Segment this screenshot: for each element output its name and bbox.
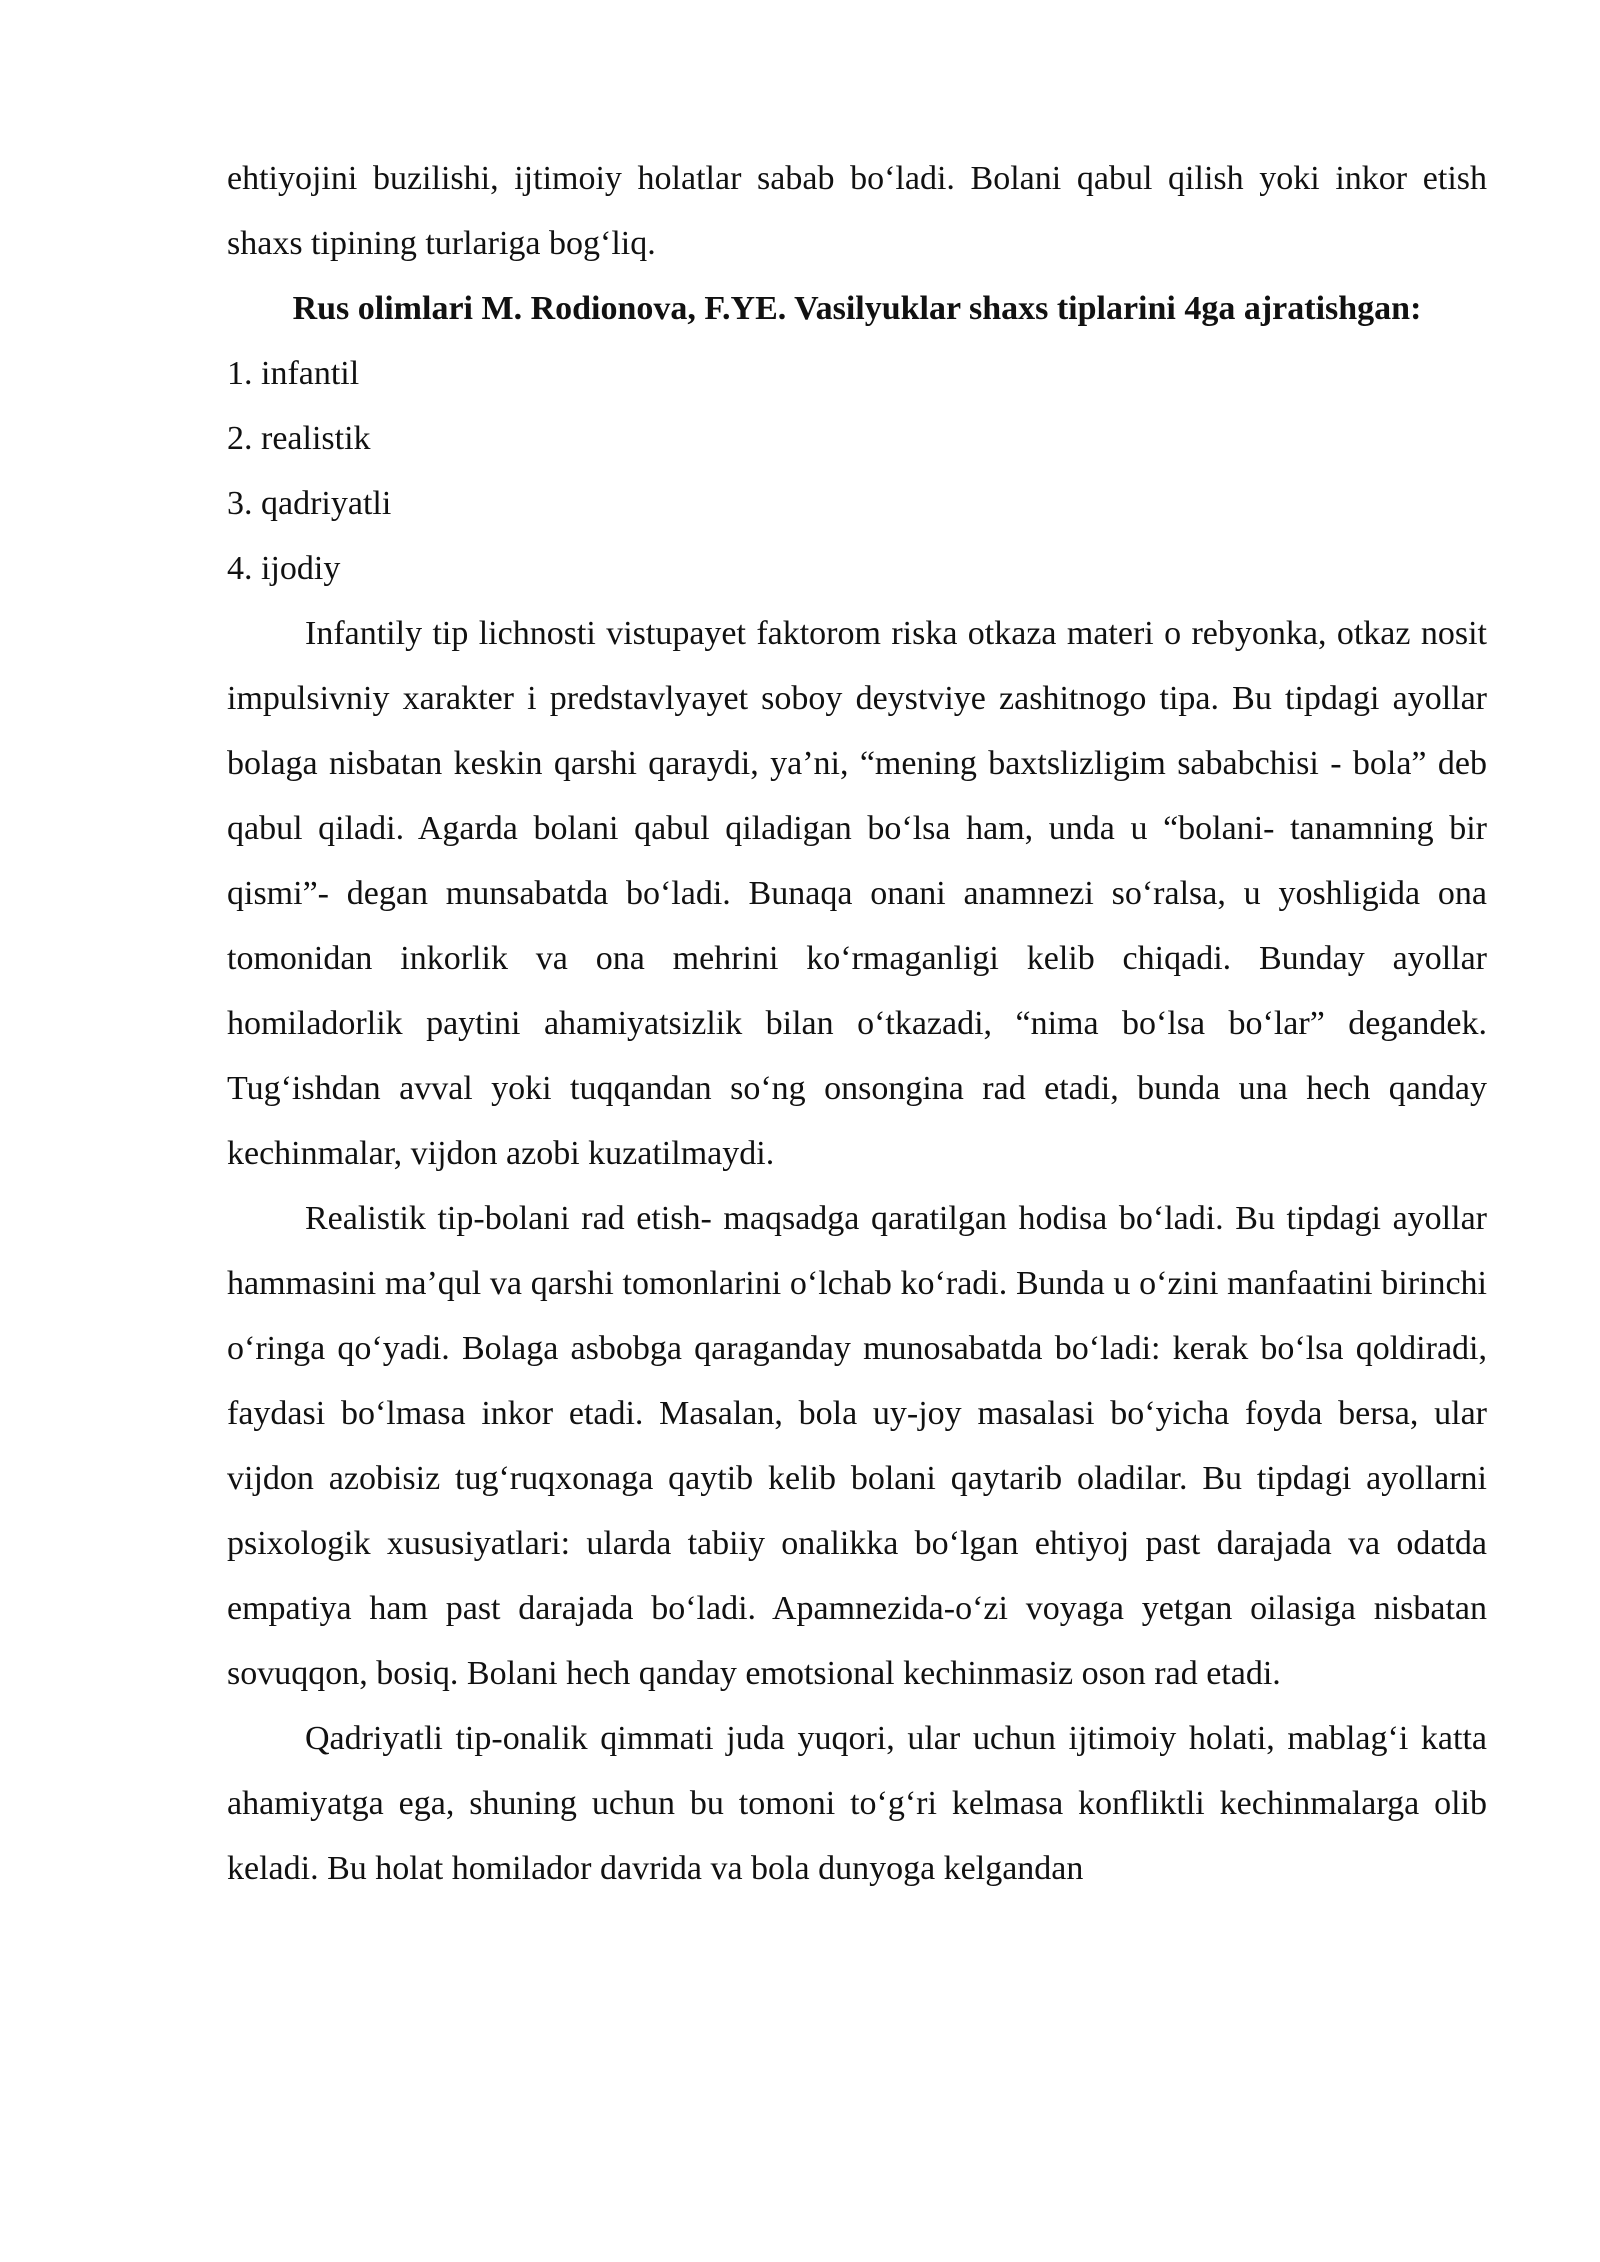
list-item: 3. qadriyatli [227,485,392,522]
paragraph-value-type: Qadriyatli tip-onalik qimmati juda yuqori, ular uchun ijtimoiy holati, mablag‘i katta ahamiyatga ega, shuning uchun bu tomoni to‘g‘ri kelmasa konfliktli kechinmalarga olib keladi. Bu holat homilador davrida va bola dunyoga kelgandan [227,1720,1487,1887]
document-page [227,146,1487,1901]
paragraph-infantile-type: Infantily tip lichnosti vistupayet faktorom riska otkaza materi o rebyonka, otkaz nosit impulsivniy xarakter i predstavlyayet soboy deystviye zashitnogo tipa. Bu tipdagi ayollar bolaga nisbatan keskin qarshi qaraydi, ya’ni, “mening baxtslizligim sababchisi - bola” deb qabul qiladi. Agarda bolani qabul qiladigan bo‘lsa ham, unda u “bolani- tanamning bir qismi”- degan munsabatda bo‘ladi. Bunaqa onani anamnezi so‘ralsa, u yoshligida ona tomonidan inkorlik va ona mehrini ko‘rmaganligi kelib chiqadi. Bunday ayollar homiladorlik paytini ahamiyatsizlik bilan o‘tkazadi, “nima bo‘lsa bo‘lar” degandek. Tug‘ishdan avval yoki tuqqandan so‘ng onsongina rad etadi, bunda una hech qanday kechinmalar, vijdon azobi kuzatilmaydi. [227,615,1487,1172]
personality-types-list [227,341,1487,601]
section-heading: Rus olimlari M. Rodionova, F.YE. Vasilyuklar shaxs tiplarini 4ga ajratishgan: [292,290,1422,327]
list-item: 1. infantil [227,355,360,392]
paragraph-intro: ehtiyojini buzilishi, ijtimoiy holatlar sabab bo‘ladi. Bolani qabul qilish yoki inkor etish shaxs tipining turlariga bog‘liq. [227,160,1487,262]
paragraph-realistic-type: Realistik tip-bolani rad etish- maqsadga qaratilgan hodisa bo‘ladi. Bu tipdagi ayollar hammasini ma’qul va qarshi tomonlarini o‘lchab ko‘radi. Bunda u o‘zini manfaatini birinchi o‘ringa qo‘yadi. Bolaga asbobga qaraganday munosabatda bo‘ladi: kerak bo‘lsa qoldiradi, faydasi bo‘lmasa inkor etadi. Masalan, bola uy-joy masalasi bo‘yicha foyda bersa, ular vijdon azobisiz tug‘ruqxonaga qaytib kelib bolani qaytarib oladilar. Bu tipdagi ayollarni psixologik xususiyatlari: ularda tabiiy onalikka bo‘lgan ehtiyoj past darajada va odatda empatiya ham past darajada bo‘ladi. Apamnezida-o‘zi voyaga yetgan oilasiga nisbatan sovuqqon, bosiq. Bolani hech qanday emotsional kechinmasiz oson rad etadi. [227,1200,1487,1692]
list-item: 4. ijodiy [227,550,341,587]
list-item: 2. realistik [227,420,371,457]
